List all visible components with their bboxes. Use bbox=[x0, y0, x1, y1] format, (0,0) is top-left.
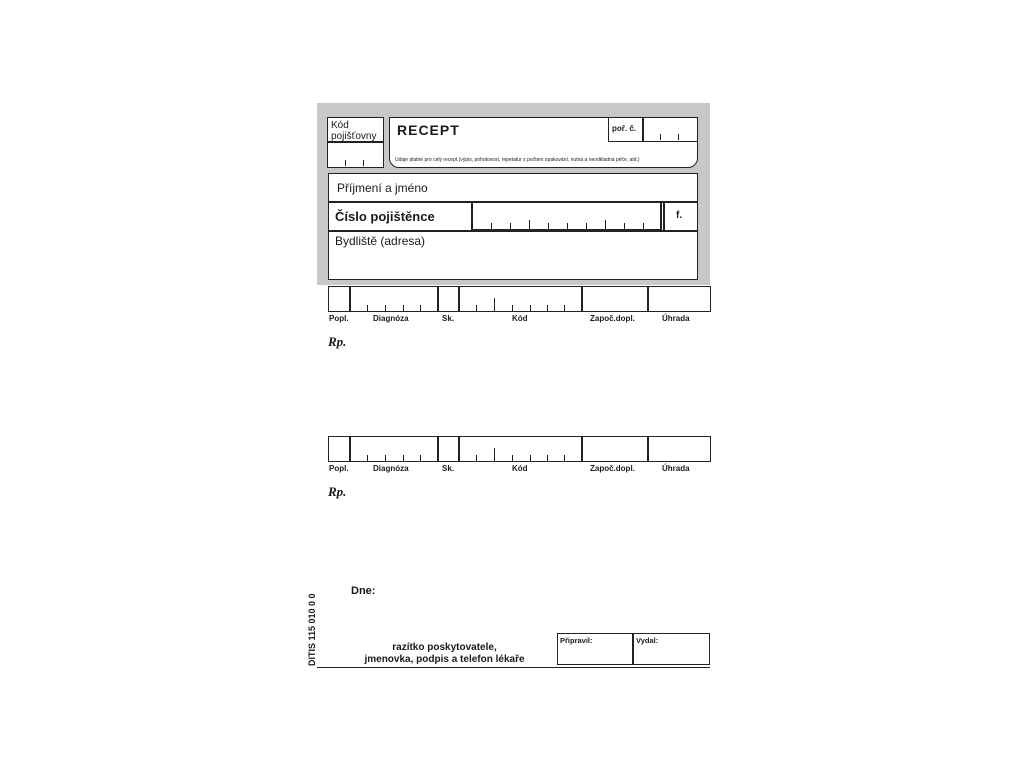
bottom-rule bbox=[317, 667, 710, 668]
tick bbox=[660, 134, 661, 140]
header-note: Údaje platné pro celý recept (výpis, pohotovost, repetatur s počtem opakování, nutná a neodkladná péče, atd.) bbox=[395, 157, 640, 163]
column-separator bbox=[581, 286, 583, 312]
tick bbox=[530, 305, 531, 311]
tick bbox=[363, 160, 364, 166]
tick bbox=[586, 223, 587, 229]
stamp-caption bbox=[357, 642, 532, 666]
column-separator bbox=[349, 436, 351, 462]
tick bbox=[494, 298, 495, 311]
f-separator bbox=[663, 201, 665, 231]
column-separator bbox=[458, 436, 460, 462]
insurance-number-label: Číslo pojištěnce bbox=[335, 209, 435, 224]
rp-label-2: Rp. bbox=[328, 484, 347, 499]
form-code-vertical: DITIS 115 010 0 0 bbox=[307, 593, 317, 666]
column-separator bbox=[458, 286, 460, 312]
column-separator bbox=[437, 436, 439, 462]
tick bbox=[385, 305, 386, 311]
col-popl-label: Popl. bbox=[329, 314, 349, 323]
tick bbox=[403, 305, 404, 311]
f-label: f. bbox=[676, 210, 683, 221]
tick bbox=[420, 455, 421, 461]
tick bbox=[512, 305, 513, 311]
stamp-caption-line-1: razítko poskytovatele, bbox=[392, 642, 497, 653]
column-separator bbox=[581, 436, 583, 462]
tick bbox=[564, 305, 565, 311]
col-uhrada-label: Úhrada bbox=[662, 314, 690, 323]
col-diagnoza-label: Diagnóza bbox=[373, 464, 409, 473]
tick bbox=[605, 220, 606, 229]
column-separator bbox=[647, 286, 649, 312]
tick bbox=[547, 305, 548, 311]
col-uhrada-label: Úhrada bbox=[662, 464, 690, 473]
tick bbox=[548, 223, 549, 229]
tick bbox=[403, 455, 404, 461]
column-separator bbox=[647, 436, 649, 462]
col-kod-label: Kód bbox=[512, 314, 528, 323]
tick bbox=[529, 220, 530, 229]
patient-name-label: Příjmení a jméno bbox=[337, 181, 428, 195]
tick bbox=[510, 223, 511, 229]
tick bbox=[367, 455, 368, 461]
rp-label-1: Rp. bbox=[328, 334, 347, 349]
tick bbox=[476, 305, 477, 311]
tick bbox=[367, 305, 368, 311]
tick bbox=[624, 223, 625, 229]
tick bbox=[345, 160, 346, 166]
tick bbox=[530, 455, 531, 461]
signature-divider bbox=[632, 633, 634, 665]
tick bbox=[564, 455, 565, 461]
col-zapoc-dopl-label: Započ.dopl. bbox=[590, 464, 635, 473]
tick bbox=[385, 455, 386, 461]
column-separator bbox=[349, 286, 351, 312]
col-sk-label: Sk. bbox=[442, 464, 455, 473]
form-title: RECEPT bbox=[397, 122, 460, 138]
col-zapoc-dopl-label: Započ.dopl. bbox=[590, 314, 635, 323]
tick bbox=[547, 455, 548, 461]
tick bbox=[643, 223, 644, 229]
col-popl-label: Popl. bbox=[329, 464, 349, 473]
tick bbox=[567, 223, 568, 229]
tick bbox=[476, 455, 477, 461]
order-number-label: poř. č. bbox=[612, 124, 637, 133]
tick bbox=[491, 223, 492, 229]
col-kod-label: Kód bbox=[512, 464, 528, 473]
issued-by-label: Vydal: bbox=[636, 636, 659, 645]
insurance-code-label: Kód pojišťovny bbox=[331, 120, 377, 142]
tick bbox=[494, 448, 495, 461]
address-label: Bydliště (adresa) bbox=[335, 234, 426, 248]
tick bbox=[512, 455, 513, 461]
stamp-caption-line-2: jmenovka, podpis a telefon lékaře bbox=[364, 654, 525, 665]
col-diagnoza-label: Diagnóza bbox=[373, 314, 409, 323]
col-sk-label: Sk. bbox=[442, 314, 455, 323]
tick bbox=[678, 134, 679, 140]
order-number-divider bbox=[642, 117, 644, 142]
tick bbox=[420, 305, 421, 311]
column-separator bbox=[437, 286, 439, 312]
prepared-by-label: Připravil: bbox=[560, 636, 593, 645]
date-label: Dne: bbox=[351, 585, 376, 597]
